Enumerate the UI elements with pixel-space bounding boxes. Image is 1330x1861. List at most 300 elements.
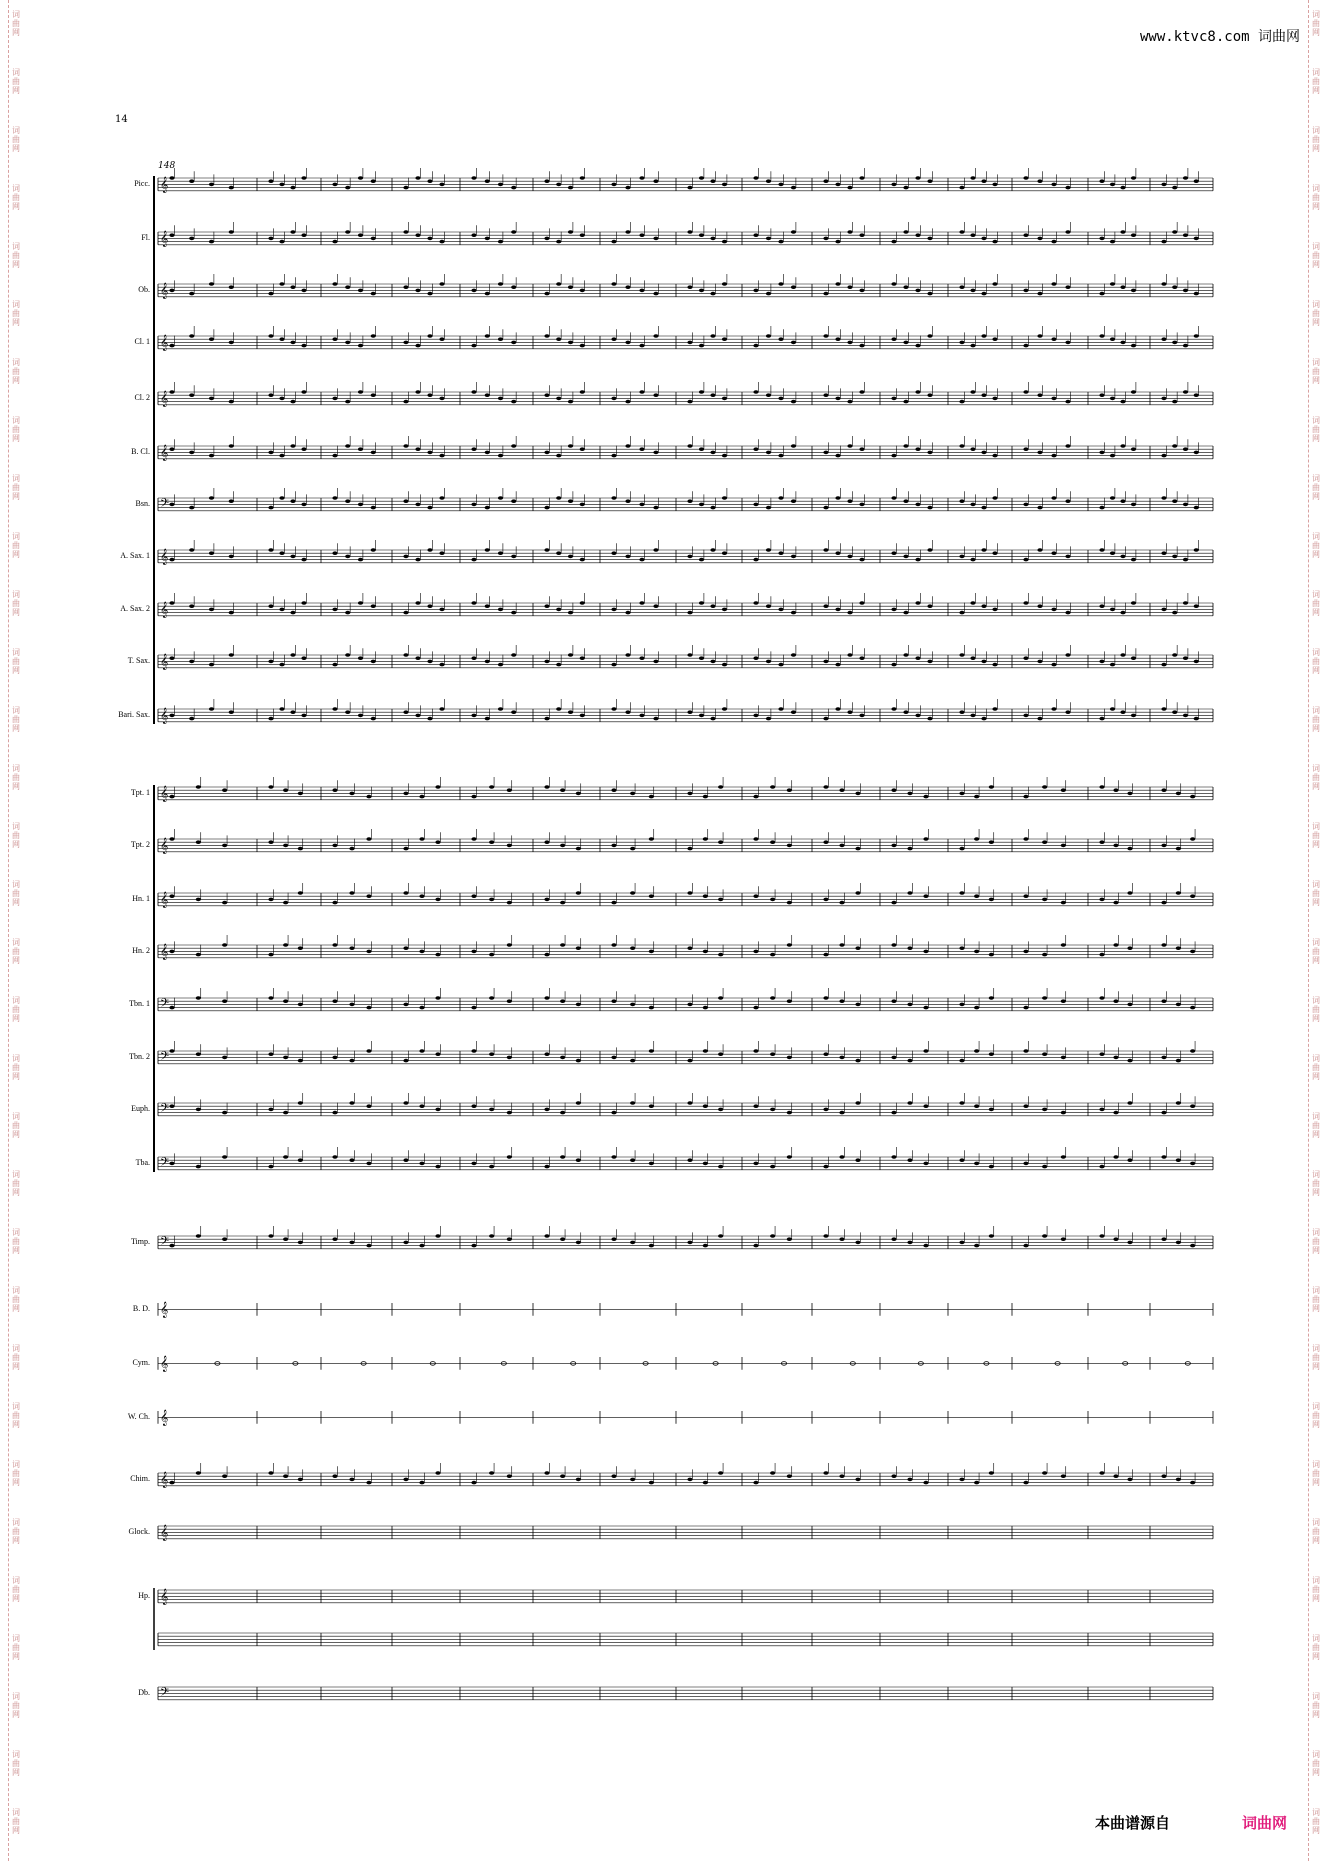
note-head <box>1120 186 1125 190</box>
note-head <box>290 499 295 503</box>
note-head <box>580 233 585 237</box>
note-head <box>403 444 408 448</box>
note-head <box>823 1108 828 1112</box>
note-head <box>703 894 708 898</box>
note-head <box>823 953 828 957</box>
note-head <box>907 946 912 950</box>
note-head <box>1110 707 1115 711</box>
note-head <box>1176 1241 1181 1245</box>
note-head <box>753 390 758 394</box>
note-head <box>556 337 561 341</box>
note-head <box>1065 341 1070 345</box>
note-head <box>268 237 273 241</box>
note-head <box>753 714 758 718</box>
note-head <box>290 400 295 404</box>
side-watermark-text: 词 曲 网 <box>1312 1634 1320 1661</box>
note-head <box>989 1471 994 1475</box>
note-head <box>891 240 896 244</box>
note-head <box>1023 1244 1028 1248</box>
note-head <box>1131 714 1136 718</box>
note-head <box>718 898 723 902</box>
note-head <box>371 393 376 397</box>
note-head <box>419 894 424 898</box>
note-head <box>787 901 792 905</box>
note-head <box>687 1059 692 1063</box>
note-head <box>859 390 864 394</box>
note-head <box>1161 1056 1166 1060</box>
side-watermark-text: 词 曲 网 <box>12 1576 20 1603</box>
note-head <box>419 1049 424 1053</box>
note-head <box>298 1101 303 1105</box>
note-head <box>970 233 975 237</box>
note-head <box>653 451 658 455</box>
note-head <box>435 1471 440 1475</box>
note-head <box>1023 503 1028 507</box>
note-head <box>471 1244 476 1248</box>
note-head <box>332 707 337 711</box>
note-head <box>847 499 852 503</box>
note-head <box>511 653 516 657</box>
note-head <box>498 282 503 286</box>
note-head <box>778 608 783 612</box>
note-head <box>710 660 715 664</box>
note-head <box>611 788 616 792</box>
note-head <box>687 653 692 657</box>
note-head <box>229 444 234 448</box>
note-head <box>560 788 565 792</box>
note-head <box>279 608 284 612</box>
note-head <box>471 1104 476 1108</box>
note-head <box>839 844 844 848</box>
note-head <box>471 1481 476 1485</box>
note-head <box>196 1052 201 1056</box>
note-head <box>290 611 295 615</box>
note-head <box>992 707 997 711</box>
note-head <box>839 788 844 792</box>
note-head <box>927 292 932 296</box>
note-head <box>568 710 573 714</box>
instrument-label: Tbn. 2 <box>129 1052 150 1061</box>
note-head <box>1037 292 1042 296</box>
side-watermark-text: 词 曲 网 <box>12 300 20 327</box>
note-head <box>485 660 490 664</box>
note-head <box>653 604 658 608</box>
note-head <box>358 390 363 394</box>
note-head <box>229 499 234 503</box>
side-watermark-text: 词 曲 网 <box>1312 1344 1320 1371</box>
note-head <box>1172 230 1177 234</box>
note-head <box>791 444 796 448</box>
note-head <box>560 1111 565 1115</box>
note-head <box>687 341 692 345</box>
note-head <box>835 707 840 711</box>
note-head <box>427 548 432 552</box>
note-head <box>1190 894 1195 898</box>
note-head <box>485 393 490 397</box>
note-head <box>1099 785 1104 789</box>
note-head <box>544 785 549 789</box>
note-head <box>630 847 635 851</box>
note-head <box>718 1165 723 1169</box>
note-head <box>1037 548 1042 552</box>
note-head <box>611 1474 616 1478</box>
note-head <box>989 898 994 902</box>
note-head <box>576 1158 581 1162</box>
side-watermark-text: 词 曲 网 <box>1312 938 1320 965</box>
side-watermark-text: 词 曲 网 <box>1312 242 1320 269</box>
note-head <box>653 506 658 510</box>
note-head <box>169 837 174 841</box>
note-head <box>1037 451 1042 455</box>
note-head <box>992 183 997 187</box>
note-head <box>1194 717 1199 721</box>
note-head <box>923 837 928 841</box>
note-head <box>1065 499 1070 503</box>
instrument-label: Ob. <box>138 285 150 294</box>
note-head <box>891 608 896 612</box>
note-head <box>718 1108 723 1112</box>
note-head <box>981 604 986 608</box>
note-head <box>403 1158 408 1162</box>
note-head <box>1183 503 1188 507</box>
note-head <box>778 551 783 555</box>
note-head <box>556 454 561 458</box>
note-head <box>981 717 986 721</box>
note-head <box>1190 795 1195 799</box>
staff-15 <box>158 988 1213 1013</box>
note-head <box>891 496 896 500</box>
note-head <box>544 292 549 296</box>
note-head <box>823 660 828 664</box>
note-head <box>1113 999 1118 1003</box>
note-head <box>1099 660 1104 664</box>
note-head <box>703 1162 708 1166</box>
note-head <box>1120 499 1125 503</box>
note-head <box>489 1108 494 1112</box>
note-head <box>989 1165 994 1169</box>
note-head <box>279 496 284 500</box>
svg-text:𝄞: 𝄞 <box>160 1525 169 1541</box>
note-head <box>823 604 828 608</box>
note-head <box>576 1101 581 1105</box>
staff-0 <box>158 168 1213 193</box>
staff-6 <box>158 488 1213 513</box>
note-head <box>471 837 476 841</box>
note-head <box>332 844 337 848</box>
note-head <box>992 608 997 612</box>
side-watermark-text: 词 曲 网 <box>1312 1750 1320 1777</box>
note-head <box>301 503 306 507</box>
note-head <box>1023 233 1028 237</box>
note-head <box>169 1244 174 1248</box>
note-head <box>568 341 573 345</box>
svg-text:𝄞: 𝄞 <box>160 231 169 247</box>
note-head <box>766 660 771 664</box>
note-head <box>611 1111 616 1115</box>
note-head <box>989 953 994 957</box>
note-head <box>301 289 306 293</box>
instrument-label: Hp. <box>138 1591 150 1600</box>
note-head <box>959 891 964 895</box>
note-head <box>611 844 616 848</box>
note-head <box>1065 285 1070 289</box>
note-head <box>169 950 174 954</box>
note-head <box>989 1052 994 1056</box>
note-head <box>989 996 994 1000</box>
note-head <box>753 558 758 562</box>
note-head <box>959 710 964 714</box>
side-watermark-text: 词 曲 网 <box>1312 1112 1320 1139</box>
note-head <box>511 400 516 404</box>
note-head <box>1051 608 1056 612</box>
side-watermark-text: 词 曲 网 <box>12 764 20 791</box>
note-head <box>907 1241 912 1245</box>
note-head <box>560 999 565 1003</box>
note-head <box>766 334 771 338</box>
note-head <box>653 237 658 241</box>
note-head <box>778 397 783 401</box>
note-head <box>419 1244 424 1248</box>
note-head <box>403 1101 408 1105</box>
note-head <box>544 1052 549 1056</box>
note-head <box>332 1474 337 1478</box>
note-head <box>959 285 964 289</box>
note-head <box>498 454 503 458</box>
note-head <box>959 186 964 190</box>
note-head <box>427 660 432 664</box>
note-head <box>1110 240 1115 244</box>
note-head <box>580 289 585 293</box>
note-head <box>301 390 306 394</box>
note-head <box>823 292 828 296</box>
note-head <box>332 999 337 1003</box>
note-head <box>923 795 928 799</box>
note-head <box>511 499 516 503</box>
note-head <box>923 950 928 954</box>
note-head <box>625 285 630 289</box>
note-head <box>427 717 432 721</box>
note-head <box>415 233 420 237</box>
note-head <box>639 344 644 348</box>
note-head <box>903 555 908 559</box>
note-head <box>770 953 775 957</box>
note-head <box>544 996 549 1000</box>
note-head <box>196 1471 201 1475</box>
note-head <box>544 506 549 510</box>
side-watermark-text: 词 曲 网 <box>12 880 20 907</box>
note-head <box>283 999 288 1003</box>
note-head <box>1161 943 1166 947</box>
note-head <box>630 1003 635 1007</box>
note-head <box>753 894 758 898</box>
note-head <box>298 1003 303 1007</box>
note-head <box>1023 1162 1028 1166</box>
note-head <box>345 186 350 190</box>
note-head <box>560 1155 565 1159</box>
note-head <box>915 714 920 718</box>
note-head <box>699 714 704 718</box>
note-head <box>891 454 896 458</box>
note-head <box>859 714 864 718</box>
note-head <box>970 289 975 293</box>
note-head <box>649 1049 654 1053</box>
note-head <box>576 1478 581 1482</box>
note-head <box>544 451 549 455</box>
note-head <box>196 1108 201 1112</box>
note-head <box>1190 1006 1195 1010</box>
note-head <box>169 714 174 718</box>
note-head <box>753 1481 758 1485</box>
note-head <box>366 1006 371 1010</box>
note-head <box>498 337 503 341</box>
note-head <box>639 656 644 660</box>
note-head <box>1127 891 1132 895</box>
svg-text:𝄞: 𝄞 <box>160 708 169 724</box>
note-head <box>1023 344 1028 348</box>
note-head <box>222 999 227 1003</box>
note-head <box>1061 788 1066 792</box>
note-head <box>298 847 303 851</box>
note-head <box>298 946 303 950</box>
note-head <box>687 710 692 714</box>
note-head <box>823 179 828 183</box>
note-head <box>403 285 408 289</box>
note-head <box>345 230 350 234</box>
note-head <box>349 847 354 851</box>
note-head <box>371 506 376 510</box>
note-head <box>169 601 174 605</box>
note-head <box>1110 454 1115 458</box>
note-head <box>855 792 860 796</box>
note-head <box>279 707 284 711</box>
note-head <box>1051 282 1056 286</box>
note-head <box>718 785 723 789</box>
note-head <box>907 1059 912 1063</box>
note-head <box>485 717 490 721</box>
note-head <box>268 451 273 455</box>
instrument-label: Hn. 1 <box>132 894 150 903</box>
note-head <box>485 237 490 241</box>
note-head <box>439 496 444 500</box>
note-head <box>471 176 476 180</box>
note-head <box>298 891 303 895</box>
side-watermark-text: 词 曲 网 <box>1312 1808 1320 1835</box>
note-head <box>1110 551 1115 555</box>
note-head <box>301 447 306 451</box>
note-head <box>766 393 771 397</box>
note-head <box>891 788 896 792</box>
note-head <box>835 282 840 286</box>
note-head <box>1110 397 1115 401</box>
note-head <box>859 447 864 451</box>
note-head <box>787 1111 792 1115</box>
note-head <box>903 230 908 234</box>
note-head <box>630 1059 635 1063</box>
note-head <box>981 292 986 296</box>
note-head <box>544 393 549 397</box>
note-head <box>301 656 306 660</box>
note-head <box>766 506 771 510</box>
note-head <box>835 551 840 555</box>
note-head <box>419 1162 424 1166</box>
note-head <box>839 1474 844 1478</box>
note-head <box>687 444 692 448</box>
side-watermark-text: 词 曲 网 <box>12 1634 20 1661</box>
note-head <box>196 1234 201 1238</box>
note-head <box>611 496 616 500</box>
note-head <box>580 601 585 605</box>
note-head <box>1183 601 1188 605</box>
note-head <box>1172 710 1177 714</box>
note-head <box>1099 1234 1104 1238</box>
note-head <box>568 499 573 503</box>
svg-text:𝄞: 𝄞 <box>160 445 169 461</box>
note-head <box>903 341 908 345</box>
note-head <box>710 237 715 241</box>
note-head <box>974 1049 979 1053</box>
note-head <box>1194 548 1199 552</box>
note-head <box>1120 555 1125 559</box>
note-head <box>722 282 727 286</box>
svg-text:𝄢: 𝄢 <box>160 1050 170 1066</box>
note-head <box>556 496 561 500</box>
note-head <box>959 1478 964 1482</box>
note-head <box>485 334 490 338</box>
note-head <box>639 233 644 237</box>
note-head <box>903 653 908 657</box>
note-head <box>1194 292 1199 296</box>
note-head <box>1065 186 1070 190</box>
note-head <box>722 551 727 555</box>
note-head <box>611 183 616 187</box>
note-head <box>1194 334 1199 338</box>
note-head <box>358 176 363 180</box>
note-head <box>630 1158 635 1162</box>
note-head <box>823 898 828 902</box>
note-head <box>1190 837 1195 841</box>
note-head <box>907 792 912 796</box>
note-head <box>687 1101 692 1105</box>
note-head <box>687 611 692 615</box>
note-head <box>485 604 490 608</box>
note-head <box>268 785 273 789</box>
note-head <box>891 1474 896 1478</box>
note-head <box>332 608 337 612</box>
note-head <box>169 656 174 660</box>
note-head <box>1023 558 1028 562</box>
note-head <box>511 285 516 289</box>
note-head <box>283 1056 288 1060</box>
note-head <box>970 503 975 507</box>
note-head <box>345 341 350 345</box>
note-head <box>981 179 986 183</box>
note-head <box>630 1101 635 1105</box>
side-watermark-text: 词 曲 网 <box>1312 764 1320 791</box>
note-head <box>625 230 630 234</box>
note-head <box>415 289 420 293</box>
note-head <box>1113 844 1118 848</box>
note-head <box>511 186 516 190</box>
note-head <box>959 341 964 345</box>
note-head <box>189 179 194 183</box>
note-head <box>1183 176 1188 180</box>
side-watermark-text: 词 曲 网 <box>12 1750 20 1777</box>
note-head <box>1190 1481 1195 1485</box>
note-head <box>222 1474 227 1478</box>
note-head <box>283 901 288 905</box>
note-head <box>1023 837 1028 841</box>
note-head <box>992 496 997 500</box>
